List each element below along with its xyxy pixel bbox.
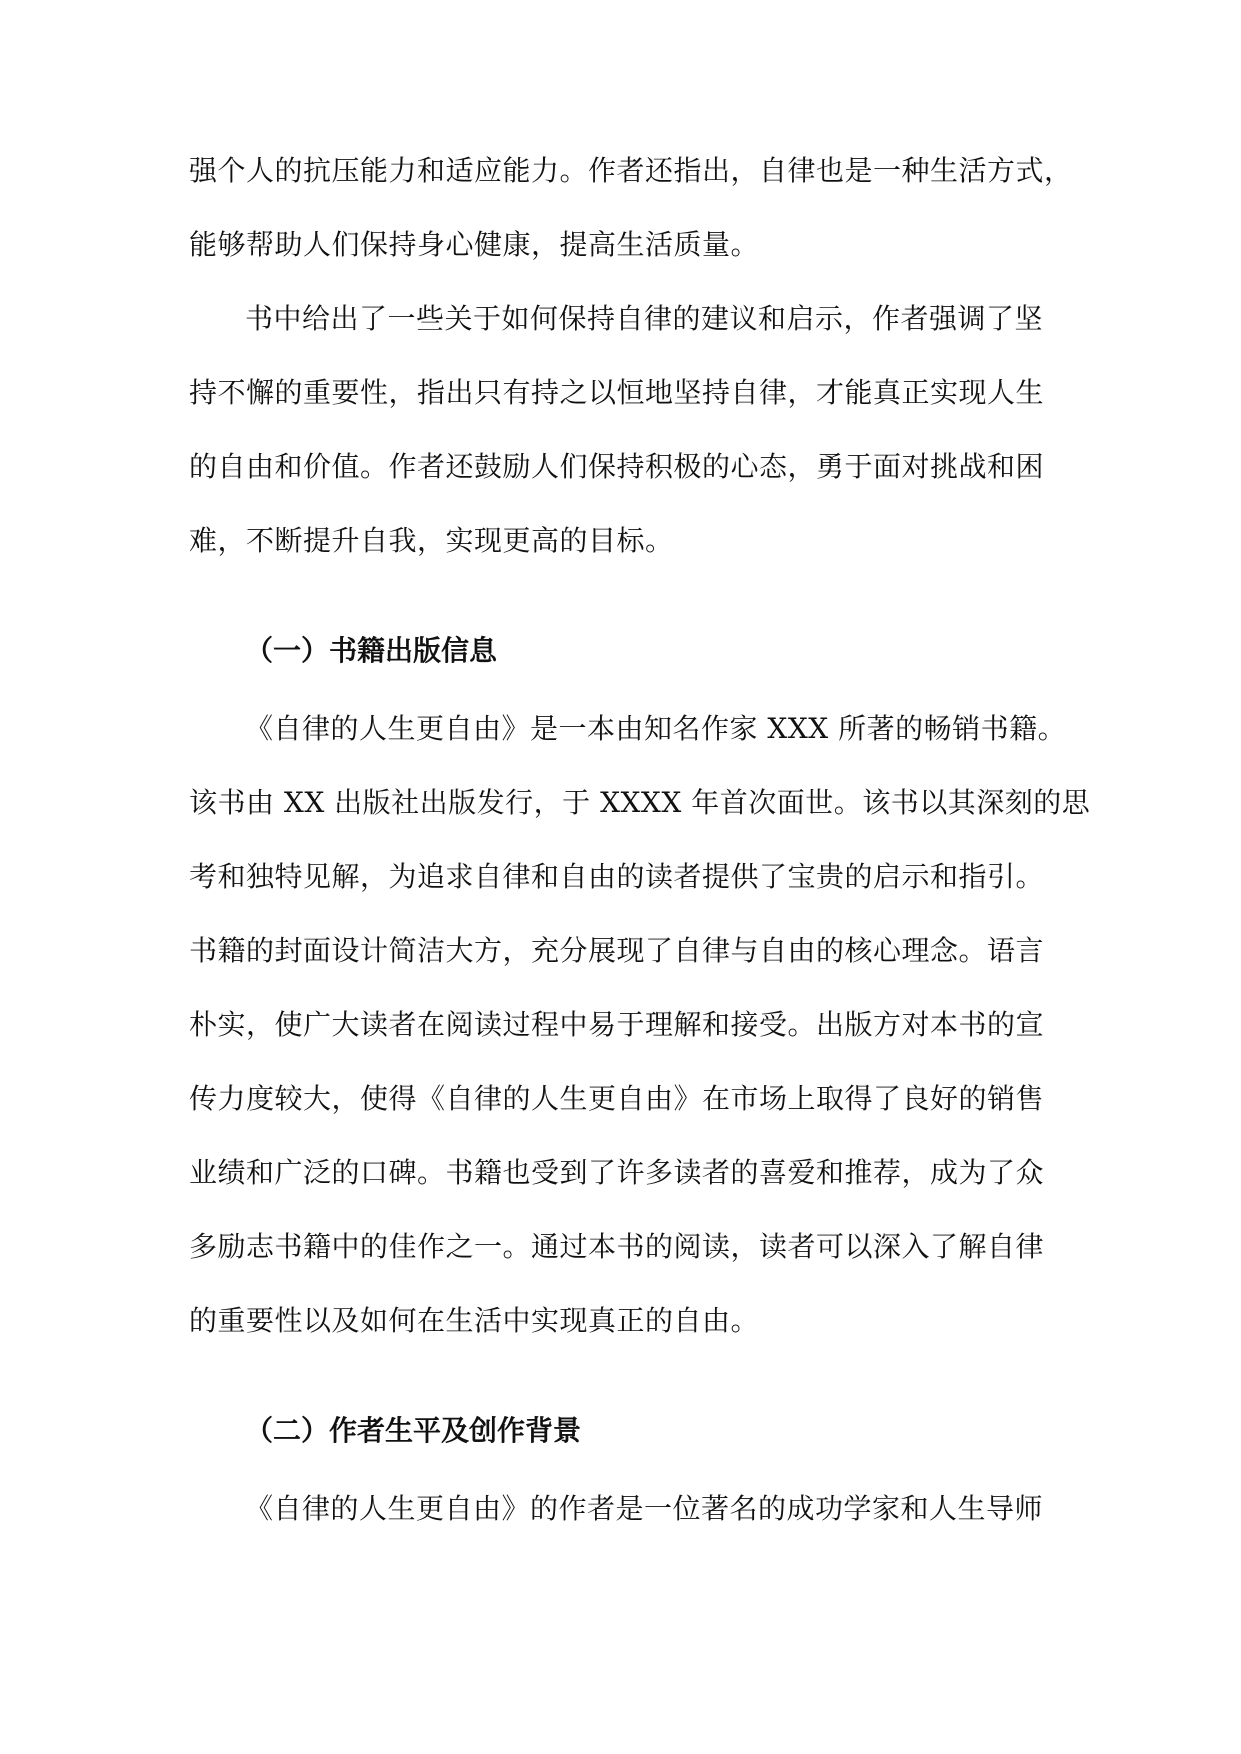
paragraph-line: 《自律的人生更自由》是一本由知名作家 XXX 所著的畅销书籍。 — [245, 712, 1067, 745]
paragraph-line: 的自由和价值。作者还鼓励人们保持积极的心态，勇于面对挑战和困 — [189, 450, 1045, 483]
paragraph-line: 传力度较大，使得《自律的人生更自由》在市场上取得了良好的销售 — [189, 1082, 1045, 1115]
paragraph-line: 业绩和广泛的口碑。书籍也受到了许多读者的喜爱和推荐，成为了众 — [189, 1156, 1045, 1189]
paragraph-line: 持不懈的重要性，指出只有持之以恒地坚持自律，才能真正实现人生 — [189, 376, 1045, 409]
paragraph-line: 该书由 XX 出版社出版发行，于 XXXX 年首次面世。该书以其深刻的思 — [189, 786, 1091, 819]
paragraph-line: 难，不断提升自我，实现更高的目标。 — [189, 524, 674, 557]
paragraph-line: 多励志书籍中的佳作之一。通过本书的阅读，读者可以深入了解自律 — [189, 1230, 1045, 1263]
paragraph-line: 《自律的人生更自由》的作者是一位著名的成功学家和人生导师 — [245, 1492, 1044, 1525]
paragraph-line: 能够帮助人们保持身心健康，提高生活质量。 — [189, 228, 760, 261]
paragraph-line: 的重要性以及如何在生活中实现真正的自由。 — [189, 1304, 760, 1337]
paragraph-line: 朴实，使广大读者在阅读过程中易于理解和接受。出版方对本书的宣 — [189, 1008, 1045, 1041]
section-heading: （一）书籍出版信息 — [245, 634, 498, 667]
section-heading: （二）作者生平及创作背景 — [245, 1414, 582, 1447]
paragraph-line: 考和独特见解，为追求自律和自由的读者提供了宝贵的启示和指引。 — [189, 860, 1045, 893]
paragraph-line: 书籍的封面设计简洁大方，充分展现了自律与自由的核心理念。语言 — [189, 934, 1045, 967]
paragraph-line: 书中给出了一些关于如何保持自律的建议和启示，作者强调了坚 — [245, 302, 1044, 335]
paragraph-line: 强个人的抗压能力和适应能力。作者还指出，自律也是一种生活方式， — [189, 154, 1073, 187]
